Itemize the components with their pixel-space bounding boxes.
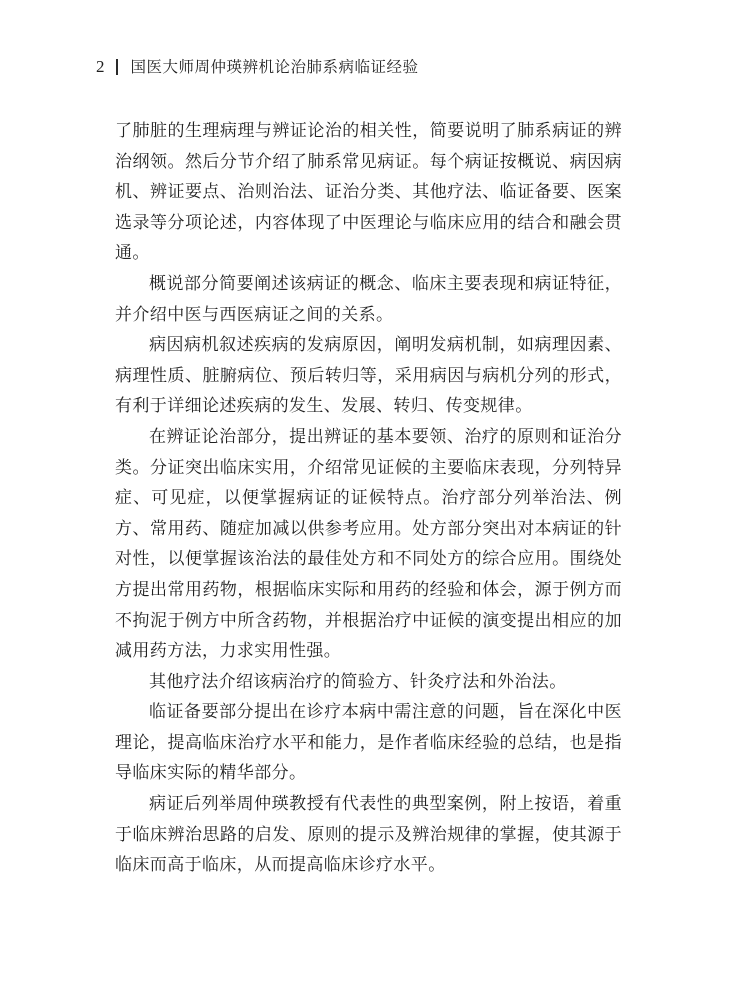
running-header: [96, 55, 419, 79]
paragraph-continued: 了肺脏的生理病理与辨证论治的相关性，简要说明了肺系病证的辨治纲领。然后分节介绍了肺系常见病证。每个病证按概说、病因病机、辨证要点、治则治法、证治分类、其他疗法、临证备要、医案选录等分项论述，内容体现了中医理论与临床应用的结合和融会贯通。: [115, 121, 622, 264]
paragraph-case-records: 病证后列举周仲瑛教授有代表性的典型案例，附上按语，着重于临床辨治思路的启发、原则的提示及辨治规律的掌握，使其源于临床而高于临床，从而提高临床诊疗水平。: [115, 794, 622, 876]
paragraph-overview: 概说部分简要阐述该病证的概念、临床主要表现和病证特征，并介绍中医与西医病证之间的关系。: [115, 273, 622, 325]
paragraph-differentiation: 在辨证论治部分，提出辨证的基本要领、治疗的原则和证治分类。分证突出临床实用，介绍常见证候的主要临床表现，分列特异症、可见症，以便掌握病证的证候特点。治疗部分列举治法、例方、常用药、随症加减以供参考应用。处方部分突出对本病证的针对性，以便掌握该治法的最佳处方和不同处方的综合应用。围绕处方提出常用药物，根据临床实际和用药的经验和体会，源于例方而不拘泥于例方中所含药物，并根据治疗中证候的演变提出相应的加减用药方法，力求实用性强。: [115, 426, 622, 662]
body-text: [115, 116, 622, 881]
book-title: 国医大师周仲瑛辨机论治肺系病临证经验: [130, 58, 419, 76]
paragraph-clinical-notes: 临证备要部分提出在诊疗本病中需注意的问题，旨在深化中医理论，提高临床治疗水平和能力，是作者临床经验的总结，也是指导临床实际的精华部分。: [115, 702, 622, 784]
page-number: 2: [96, 57, 105, 76]
paragraph-other-therapies: 其他疗法介绍该病治疗的简验方、针灸疗法和外治法。: [149, 671, 567, 692]
header-divider: [116, 59, 118, 75]
paragraph-etiology: 病因病机叙述疾病的发病原因，阐明发病机制，如病理因素、病理性质、脏腑病位、预后转归等，采用病因与病机分列的形式，有利于详细论述疾病的发生、发展、转归、传变规律。: [115, 335, 622, 417]
